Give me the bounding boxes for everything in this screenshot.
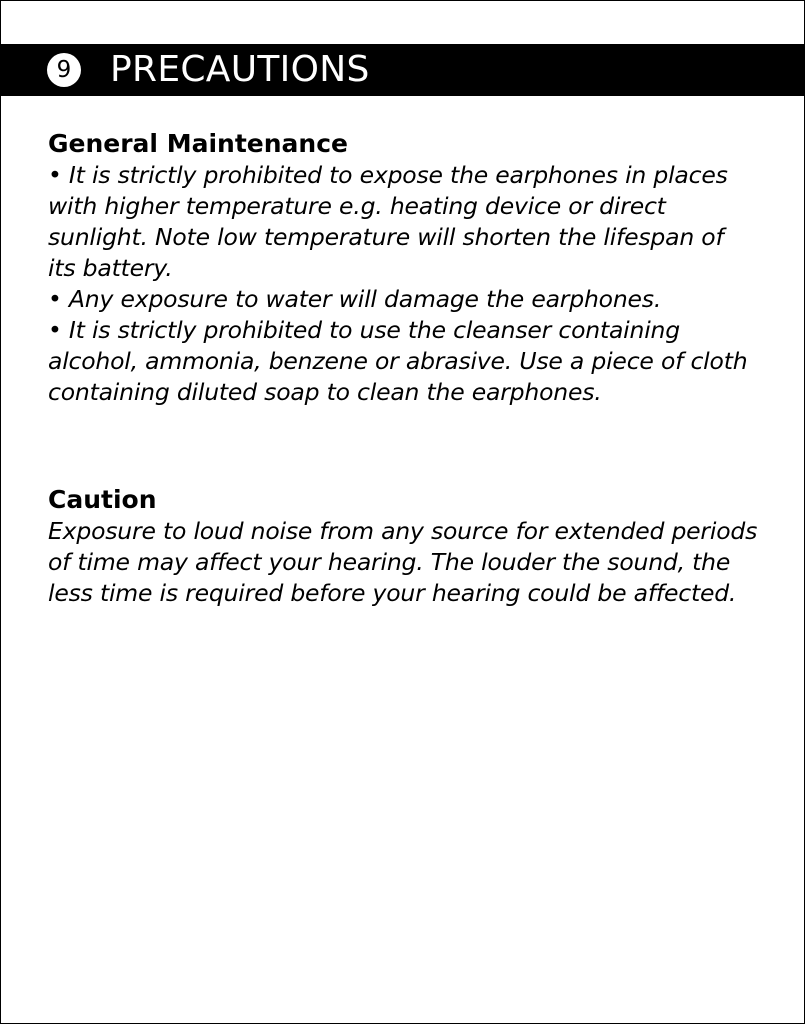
- section-number-badge: 9: [47, 53, 81, 87]
- section-header: [0, 44, 805, 96]
- caution-heading: Caution: [48, 485, 157, 514]
- caution-text: Exposure to loud noise from any source for extended periods of time may affect your hearing. The louder the sound, the less time is required before your hearing could be affected.: [48, 517, 758, 607]
- caution-section: [48, 484, 758, 609]
- maintenance-bullet-temperature: • It is strictly prohibited to expose the earphones in places with higher temperature e.g. heating device or direct sunlight. Note low temperature will shorten the lifespan of its battery.: [48, 161, 728, 282]
- maintenance-bullet-cleanser: • It is strictly prohibited to use the cleanser containing alcohol, ammonia, benzene or abrasive. Use a piece of cloth containing diluted soap to clean the earphones.: [48, 316, 748, 406]
- general-maintenance-section: [48, 128, 758, 408]
- maintenance-bullet-water: • Any exposure to water will damage the earphones.: [48, 285, 662, 313]
- page-title: PRECAUTIONS: [110, 49, 370, 90]
- general-maintenance-heading: General Maintenance: [48, 129, 348, 158]
